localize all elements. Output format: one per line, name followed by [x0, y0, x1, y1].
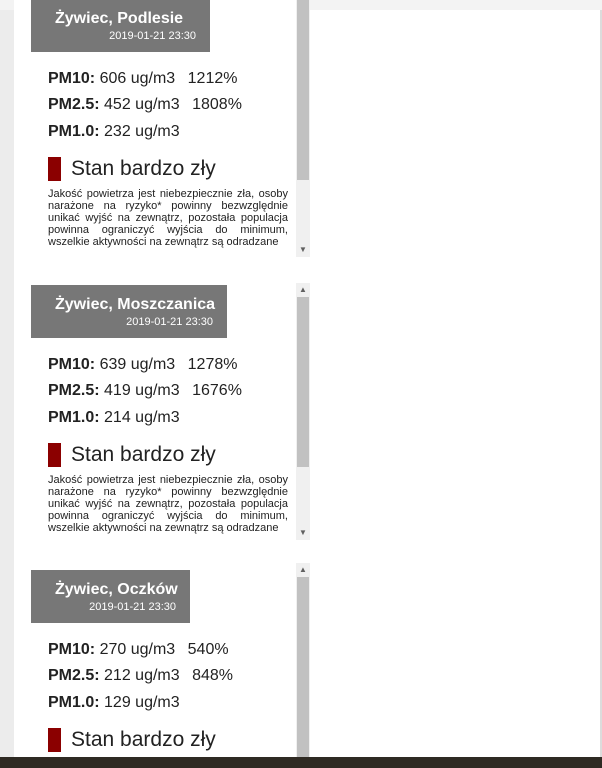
- station-title-box: [31, 285, 227, 338]
- station-title-box: [31, 570, 190, 623]
- widget-content: [14, 0, 294, 257]
- pm10-row: [48, 641, 229, 659]
- pm10-percent: 1278%: [187, 356, 238, 373]
- scroll-down-arrow-icon[interactable]: ▼: [299, 245, 307, 254]
- pm1-row: [48, 694, 180, 712]
- air-quality-widget-oczkow[interactable]: [14, 563, 310, 757]
- pm1-value: 232 ug/m3: [104, 123, 180, 140]
- status-color-swatch: [48, 728, 61, 752]
- status-color-swatch: [48, 157, 61, 181]
- pm25-label: PM2.5:: [48, 382, 100, 399]
- pm25-row: [48, 667, 233, 685]
- pm25-value: 452 ug/m3: [104, 96, 180, 113]
- status-description: Jakość powietrza jest niebezpiecznie zła, osoby narażone na ryzyko* powinny bezwzględnie unikać wyjść na zewnątrz, pozostała populacja powinna ograniczyć wyjścia do minimum, wszelkie aktywności na zewnątrz są odradzane: [48, 474, 288, 534]
- pm25-percent: 1676%: [192, 382, 242, 399]
- station-title-box: [31, 0, 210, 52]
- pm10-label: PM10:: [48, 70, 96, 87]
- pm1-row: [48, 123, 180, 141]
- scrollbar-thumb[interactable]: [297, 0, 309, 180]
- pm1-value: 214 ug/m3: [104, 409, 180, 426]
- scroll-up-arrow-icon[interactable]: ▲: [299, 565, 307, 574]
- pm10-row: [48, 70, 237, 88]
- status-description: Jakość powietrza jest niebezpiecznie zła, osoby narażone na ryzyko* powinny bezwzględnie unikać wyjść na zewnątrz, pozostała populacja powinna ograniczyć wyjścia do minimum, wszelkie aktywności na zewnątrz są odradzane: [48, 188, 288, 248]
- pm25-percent: 1808%: [192, 96, 242, 113]
- pm10-percent: 1212%: [187, 70, 238, 87]
- pm25-row: [48, 382, 242, 400]
- air-quality-widget-moszczanica[interactable]: [14, 283, 310, 540]
- status-label: Stan bardzo zły: [71, 443, 216, 466]
- pm10-label: PM10:: [48, 641, 96, 658]
- status-label: Stan bardzo zły: [71, 157, 216, 180]
- scroll-up-arrow-icon[interactable]: ▲: [299, 285, 307, 294]
- pm1-label: PM1.0:: [48, 409, 100, 426]
- air-quality-widget-podlesie[interactable]: [14, 0, 310, 257]
- station-name: Żywiec, Oczków: [55, 581, 178, 598]
- left-gutter: [0, 10, 14, 757]
- measurement-datetime: 2019-01-21 23:30: [126, 316, 213, 328]
- pm1-row: [48, 409, 180, 427]
- pm1-label: PM1.0:: [48, 123, 100, 140]
- station-name: Żywiec, Podlesie: [55, 10, 184, 27]
- pm25-label: PM2.5:: [48, 667, 100, 684]
- status-color-swatch: [48, 443, 61, 467]
- widget-scrollbar[interactable]: [296, 283, 310, 540]
- pm25-value: 419 ug/m3: [104, 382, 180, 399]
- pm10-row: [48, 356, 237, 374]
- pm25-value: 212 ug/m3: [104, 667, 180, 684]
- pm25-label: PM2.5:: [48, 96, 100, 113]
- pm10-value: 639 ug/m3: [99, 356, 176, 373]
- status-label: Stan bardzo zły: [71, 728, 216, 751]
- widget-content: [14, 283, 294, 540]
- pm1-label: PM1.0:: [48, 694, 100, 711]
- pm25-percent: 848%: [192, 667, 234, 684]
- pm10-value: 270 ug/m3: [99, 641, 176, 658]
- scrollbar-thumb[interactable]: [297, 297, 309, 467]
- pm1-value: 129 ug/m3: [104, 694, 180, 711]
- measurement-datetime: 2019-01-21 23:30: [109, 30, 196, 42]
- measurement-datetime: 2019-01-21 23:30: [89, 601, 176, 613]
- scroll-down-arrow-icon[interactable]: ▼: [299, 528, 307, 537]
- scrollbar-thumb[interactable]: [297, 577, 309, 757]
- station-name: Żywiec, Moszczanica: [55, 296, 216, 313]
- widget-scrollbar[interactable]: [296, 0, 310, 257]
- taskbar: [0, 757, 602, 768]
- pm10-label: PM10:: [48, 356, 96, 373]
- widget-content: [14, 563, 294, 757]
- widget-scrollbar[interactable]: [296, 563, 310, 757]
- pm10-value: 606 ug/m3: [99, 70, 176, 87]
- pm25-row: [48, 96, 242, 114]
- pm10-percent: 540%: [187, 641, 229, 658]
